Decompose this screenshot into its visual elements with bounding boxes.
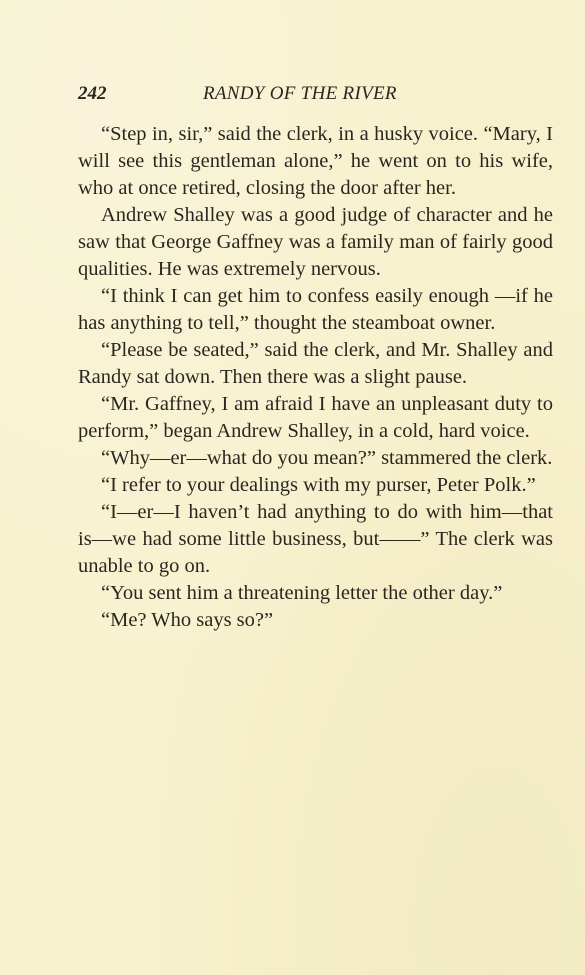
- page-number: 242: [78, 83, 107, 104]
- paragraph: “I refer to your dealings with my purser, Peter Polk.”: [101, 474, 536, 496]
- paragraph: “Mr. Gaffney, I am afraid I have an unpleasant duty to perform,” began Andrew Shalley, in a cold, hard voice.: [78, 393, 553, 442]
- paragraph: “Why—er—what do you mean?” stammered the clerk.: [101, 447, 553, 469]
- running-head: RANDY OF THE RIVER: [203, 83, 397, 104]
- page-header: [78, 83, 553, 111]
- body-text: [78, 121, 553, 634]
- paragraph: “Me? Who says so?”: [101, 609, 274, 631]
- paragraph: “You sent him a threatening letter the other day.”: [101, 582, 503, 604]
- paragraph: “I think I can get him to confess easily enough —if he has anything to tell,” thought the steamboat owner.: [78, 285, 553, 334]
- paragraph: “I—er—I haven’t had anything to do with him—that is—we had some little business, but——” The clerk was unable to go on.: [78, 501, 553, 577]
- paragraph: “Please be seated,” said the clerk, and Mr. Shalley and Randy sat down. Then there was a slight pause.: [78, 339, 553, 388]
- paragraph: “Step in, sir,” said the clerk, in a husky voice. “Mary, I will see this gentleman alone,” he went on to his wife, who at once retired, closing the door after her.: [78, 123, 553, 199]
- paragraph: Andrew Shalley was a good judge of character and he saw that George Gaffney was a family man of fairly good qualities. He was extremely nervous.: [78, 204, 553, 280]
